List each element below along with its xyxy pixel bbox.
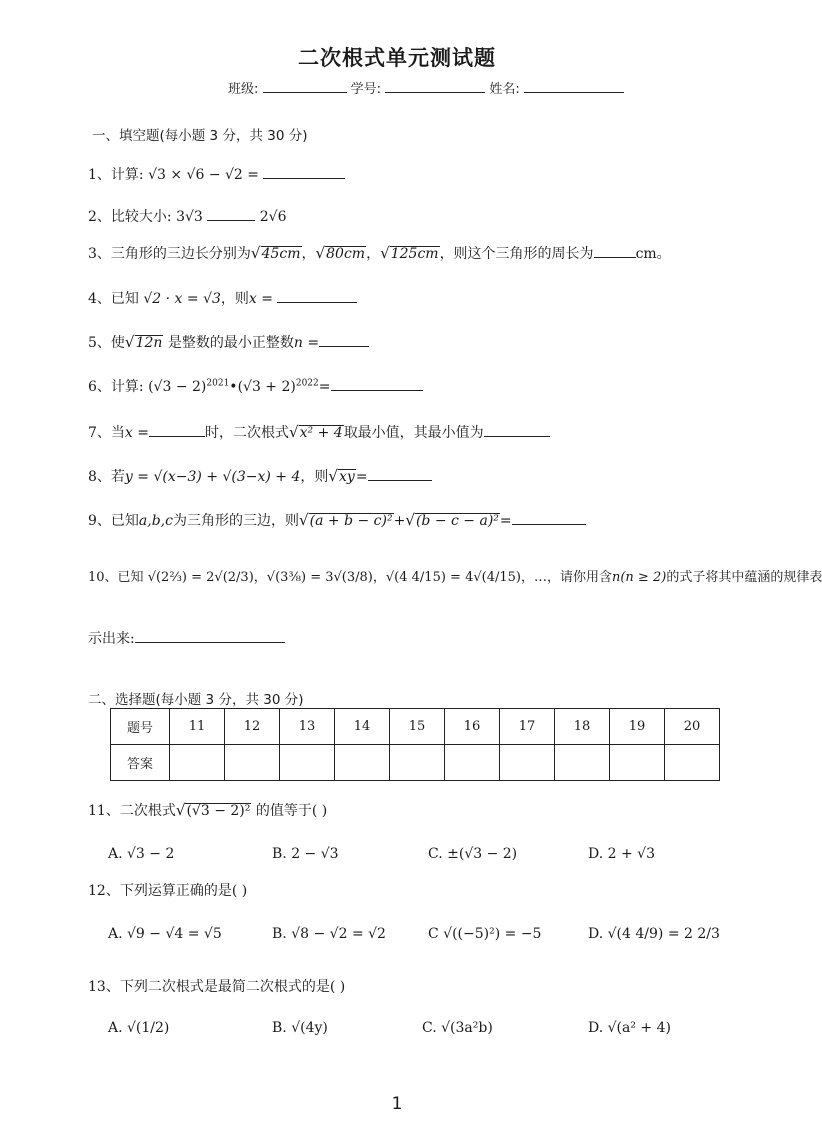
table-header-cell: 题号	[111, 709, 170, 745]
q13-option-b[interactable]: B. √(4y)	[272, 1020, 328, 1036]
table-cell: 14	[335, 709, 390, 745]
question-11: 11、二次根式√(√3 − 2)² 的值等于( )	[88, 801, 328, 819]
section1-heading: 一、填空题(每小题 3 分，共 30 分)	[92, 128, 308, 144]
table-cell: 15	[390, 709, 445, 745]
q12-option-a[interactable]: A. √9 − √4 = √5	[108, 926, 222, 942]
id-label: 学号:	[350, 82, 382, 97]
name-label: 姓名:	[489, 82, 520, 97]
question-10-line2: 示出来:	[88, 628, 285, 648]
page-title: 二次根式单元测试题	[298, 46, 496, 70]
question-12: 12、下列运算正确的是( )	[88, 883, 248, 899]
q6-answer-blank[interactable]	[331, 377, 423, 391]
answer-cell[interactable]	[170, 745, 225, 781]
table-cell: 11	[170, 709, 225, 745]
table-header-cell: 答案	[111, 745, 170, 781]
table-row	[111, 745, 720, 781]
class-label: 班级:	[228, 82, 259, 97]
q13-option-c[interactable]: C. √(3a²b)	[422, 1020, 493, 1036]
table-cell: 18	[555, 709, 610, 745]
answer-cell[interactable]	[335, 745, 390, 781]
q3-answer-blank[interactable]	[594, 244, 636, 258]
q4-answer-blank[interactable]	[277, 289, 357, 303]
table-cell: 12	[225, 709, 280, 745]
answer-table	[110, 708, 720, 781]
answer-cell[interactable]	[445, 745, 500, 781]
answer-cell[interactable]	[555, 745, 610, 781]
table-cell: 13	[280, 709, 335, 745]
q5-answer-blank[interactable]	[319, 333, 369, 347]
q13-option-a[interactable]: A. √(1/2)	[108, 1020, 170, 1036]
q12-option-b[interactable]: B. √8 − √2 = √2	[272, 926, 386, 942]
question-10: 10、已知 √(2⅔) = 2√(2/3)，√(3⅜) = 3√(3/8)，√(4 4/15) = 4√(4/15)，…，请你用含n(n ≥ 2)的式子将其中蕴涵的规律表	[88, 570, 822, 585]
q7-min-blank[interactable]	[484, 423, 550, 437]
answer-cell[interactable]	[390, 745, 445, 781]
q1-answer-blank[interactable]	[263, 165, 345, 179]
question-7: 7、当x = 时，二次根式√x² + 4取最小值，其最小值为	[88, 422, 550, 442]
q12-option-c[interactable]: C √((−5)²) = −5	[428, 926, 542, 942]
question-9: 9、已知a,b,c为三角形的三边，则√(a + b − c)²+√(b − c − a)²=	[88, 510, 586, 530]
question-13: 13、下列二次根式是最简二次根式的是( )	[88, 979, 346, 995]
table-cell: 19	[610, 709, 665, 745]
table-cell: 16	[445, 709, 500, 745]
answer-cell[interactable]	[500, 745, 555, 781]
question-8: 8、若y = √(x−3) + √(3−x) + 4，则√xy=	[88, 466, 432, 486]
table-row	[111, 709, 720, 745]
question-2: 2、比较大小: 3√3 2√6	[88, 209, 287, 225]
q9-answer-blank[interactable]	[512, 511, 586, 525]
q1-expression: √3 × √6 − √2 =	[148, 167, 260, 183]
table-cell: 20	[665, 709, 720, 745]
question-6: 6、计算: $(√3 - 2)^{2021}•(√3 + 2)^{2022}=$	[88, 376, 423, 396]
q12-option-d[interactable]: D. √(4 4/9) = 2 2/3	[588, 926, 720, 942]
q2-answer-blank[interactable]	[207, 207, 255, 221]
q10-answer-blank[interactable]	[135, 629, 285, 643]
question-1: 1、计算: √3 × √6 − √2 =	[88, 164, 345, 184]
class-blank[interactable]	[263, 80, 347, 93]
question-5: 5、使√12n 是整数的最小正整数n =	[88, 332, 369, 352]
q8-answer-blank[interactable]	[368, 467, 432, 481]
q11-option-c[interactable]: C. ±(√3 − 2)	[428, 846, 518, 862]
page-number: 1	[391, 1094, 403, 1114]
answer-cell[interactable]	[280, 745, 335, 781]
answer-cell[interactable]	[610, 745, 665, 781]
name-blank[interactable]	[524, 80, 624, 93]
q13-option-d[interactable]: D. √(a² + 4)	[588, 1020, 671, 1036]
q11-option-b[interactable]: B. 2 − √3	[272, 846, 339, 862]
table-cell: 17	[500, 709, 555, 745]
question-4: 4、已知 √2 · x = √3，则x =	[88, 288, 357, 308]
q11-option-d[interactable]: D. 2 + √3	[588, 846, 656, 862]
q7-x-blank[interactable]	[149, 423, 205, 437]
q11-option-a[interactable]: A. √3 − 2	[108, 846, 175, 862]
section2-heading: 二、选择题(每小题 3 分，共 30 分)	[88, 692, 304, 708]
answer-cell[interactable]	[225, 745, 280, 781]
question-3: 3、三角形的三边长分别为√45cm，√80cm，√125cm，则这个三角形的周长为 cm。	[88, 244, 671, 262]
answer-cell[interactable]	[665, 745, 720, 781]
student-info-line	[228, 78, 624, 97]
id-blank[interactable]	[385, 80, 485, 93]
